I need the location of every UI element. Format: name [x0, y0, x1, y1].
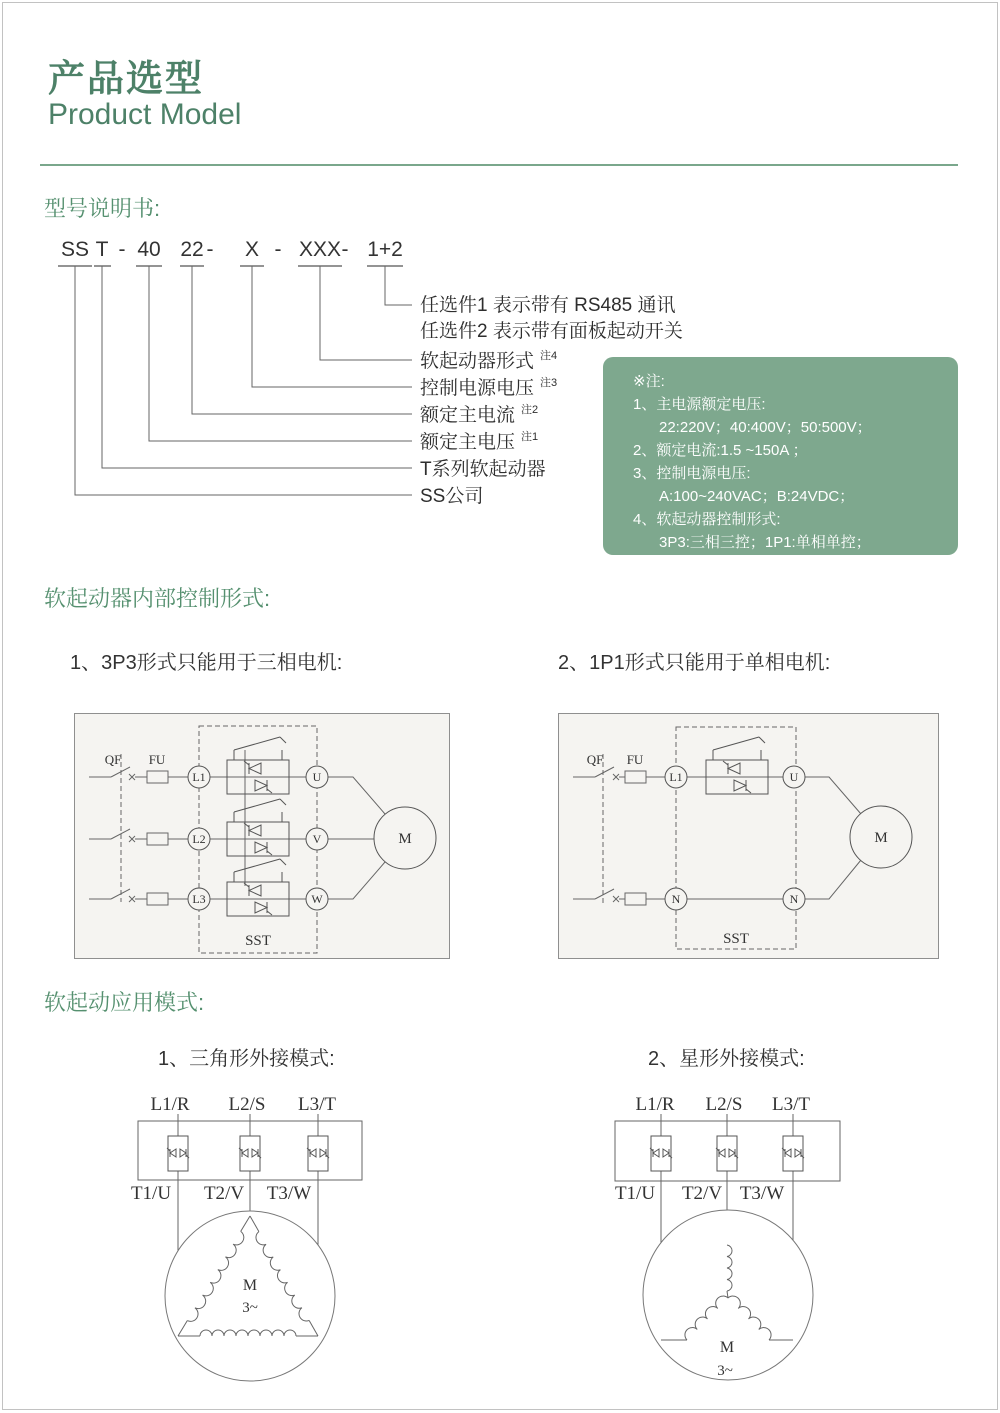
sst-label: SST: [723, 931, 749, 947]
option-label-1: 任选件1 表示带有 RS485 通讯: [420, 295, 676, 316]
section-heading-model-spec: 型号说明书:: [44, 196, 161, 221]
dash: -: [274, 238, 282, 261]
thyristor-module: [227, 859, 289, 916]
terminal-label: L2: [192, 832, 206, 846]
caption-star: 2、星形外接模式:: [648, 1048, 805, 1070]
option-label-2: 任选件2 表示带有面板起动开关: [420, 321, 683, 342]
thyristor-module: [706, 737, 768, 794]
segment-options: 1+2: [367, 238, 403, 261]
model-code-segments: [61, 238, 403, 261]
field-note-2: 注2: [521, 404, 539, 416]
note-line: 1、主电源额定电压:: [633, 396, 766, 413]
motor-terminal-label: T1/U: [130, 1183, 172, 1204]
note-line: 22:220V；40:400V；50:500V；: [659, 419, 872, 436]
terminal-label: V: [312, 832, 322, 846]
scr-modules: [650, 1136, 804, 1171]
line-terminal-label: L2/S: [228, 1094, 266, 1115]
connector-lines: [75, 266, 412, 495]
breaker-label: QF: [586, 752, 604, 767]
note-line: 2、额定电流:1.5 ~150A ；: [633, 442, 808, 459]
dash: -: [341, 238, 349, 261]
motor-terminal-label: T3/W: [266, 1183, 312, 1204]
line-terminal-label: L2/S: [705, 1094, 743, 1115]
motor-phase-label: 3~: [717, 1363, 733, 1379]
field-label-voltage: 额定主电压: [420, 432, 516, 453]
line-terminal-label: L3/T: [298, 1094, 336, 1115]
motor-phase-label: 3~: [242, 1300, 258, 1316]
phase-lines: [89, 767, 385, 905]
field-note-3: 注3: [540, 377, 558, 389]
field-label-current: 额定主电流: [420, 405, 516, 426]
circuit-diagram-3p3: [74, 713, 450, 959]
motor-label: M: [242, 1277, 258, 1294]
circuit-diagram-1p1: [558, 713, 939, 959]
fuse-label: FU: [148, 752, 166, 767]
terminal-label: N: [789, 892, 799, 906]
wiring-diagram-star: [595, 1088, 935, 1398]
caption-delta: 1、三角形外接模式:: [158, 1048, 335, 1070]
motor-terminal-label: T1/U: [614, 1183, 656, 1204]
field-note-4: 注4: [540, 350, 558, 362]
terminal-label: N: [671, 892, 681, 906]
motor-terminal-label: T2/V: [203, 1183, 245, 1204]
line-terminal-label: L1/R: [635, 1094, 675, 1115]
notes-box: [603, 357, 958, 555]
motor-label: M: [719, 1339, 735, 1356]
thyristor-module: [227, 799, 289, 856]
segment-series: T: [95, 238, 109, 261]
dash: -: [206, 238, 214, 261]
section-heading-internal-control: 软起动器内部控制形式:: [44, 586, 271, 611]
segment-form: XXX: [298, 238, 342, 261]
field-label-control-voltage: 控制电源电压: [420, 378, 535, 399]
terminal-label: L3: [192, 892, 206, 906]
field-label-company: SS公司: [420, 486, 484, 507]
note-line: 4、软起动器控制形式:: [633, 511, 781, 528]
breaker-label: QF: [104, 752, 122, 767]
segment-voltage: 40: [137, 238, 161, 261]
motor-terminal-label: T3/W: [739, 1183, 785, 1204]
phase-lines: [573, 767, 861, 905]
fuse-label: FU: [626, 752, 644, 767]
field-label-series: T系列软起动器: [420, 459, 546, 480]
terminal-label: U: [312, 770, 322, 784]
caption-3p3: 1、3P3形式只能用于三相电机:: [70, 652, 343, 674]
note-line: 3、控制电源电压:: [633, 465, 751, 482]
caption-1p1: 2、1P1形式只能用于单相电机:: [558, 652, 831, 674]
dash: -: [118, 238, 126, 261]
wiring-diagram-delta: [105, 1088, 445, 1398]
field-label-form: 软起动器形式: [420, 351, 535, 372]
motor-terminal-label: T2/V: [681, 1183, 723, 1204]
note-line: 3P3:三相三控；1P1:单相单控；: [659, 534, 871, 551]
thyristor-module: [227, 737, 289, 794]
note-line: A:100~240VAC；B:24VDC；: [659, 488, 855, 505]
motor-label: M: [874, 830, 888, 846]
line-terminal-label: L1/R: [150, 1094, 190, 1115]
scr-modules: [167, 1136, 329, 1171]
motor-label: M: [398, 831, 412, 847]
segment-company: SS: [60, 238, 90, 261]
segment-control-voltage: X: [244, 238, 260, 261]
page-title: 产品选型: [48, 58, 204, 99]
notes-title: ※注:: [633, 373, 665, 390]
terminal-label: L1: [669, 770, 683, 784]
line-terminal-label: L3/T: [772, 1094, 810, 1115]
segment-current: 22: [180, 238, 204, 261]
page-subtitle: Product Model: [48, 98, 242, 131]
header-divider: [40, 164, 958, 166]
section-heading-application-mode: 软起动应用模式:: [44, 990, 205, 1015]
terminal-label: U: [789, 770, 799, 784]
terminal-label: L1: [192, 770, 206, 784]
sst-label: SST: [245, 933, 271, 949]
field-note-1: 注1: [521, 431, 539, 443]
terminal-label: W: [311, 892, 323, 906]
